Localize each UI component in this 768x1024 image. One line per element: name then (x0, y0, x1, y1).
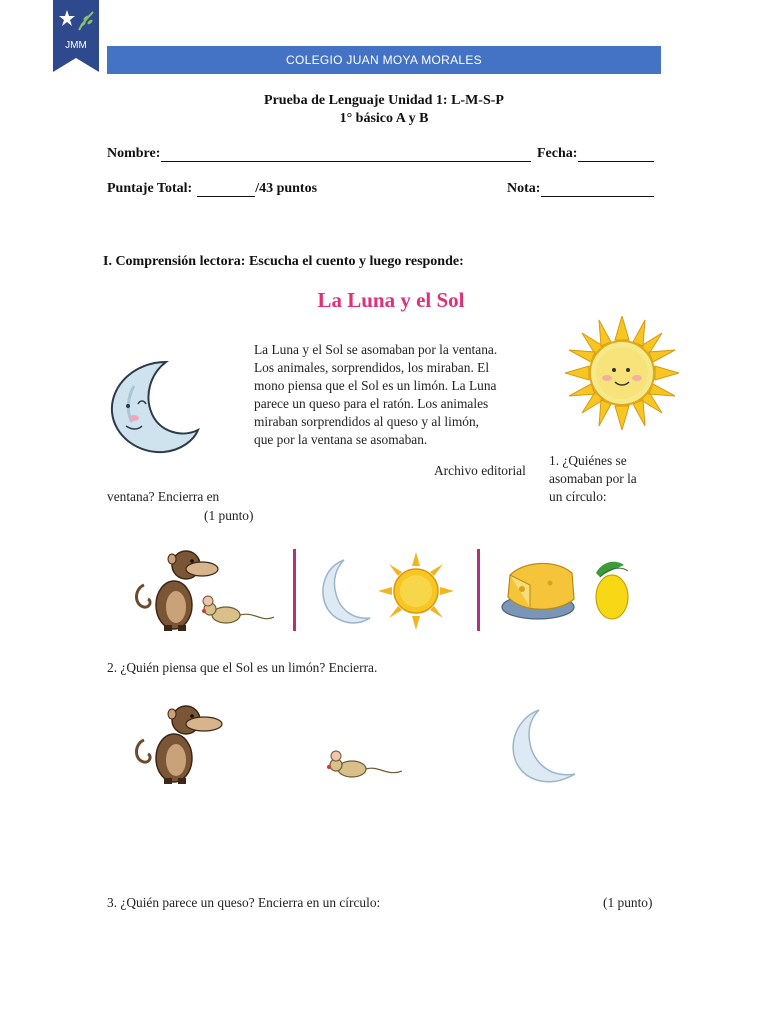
grade-line[interactable] (541, 184, 654, 197)
question-1-line: 1. ¿Quiénes se (549, 453, 627, 468)
story-source: Archivo editorial (434, 463, 526, 478)
score-field (107, 181, 317, 197)
grade-field (507, 181, 654, 197)
score-label: Puntaje Total: (107, 181, 193, 196)
crescent-moon-icon (513, 710, 575, 782)
school-logo (53, 0, 99, 72)
story-line: Los animales, sorprendidos, los miraban. El (254, 360, 490, 375)
name-label: Nombre: (107, 146, 161, 161)
option-moon[interactable] (505, 706, 581, 788)
option-moon-sun[interactable] (316, 552, 456, 632)
lemon-icon (596, 562, 628, 619)
question-1-right (549, 452, 637, 506)
option-mouse[interactable] (320, 745, 406, 785)
name-field (107, 146, 531, 162)
question-3: 3. ¿Quién parece un queso? Encierra en un círculo: (107, 895, 381, 910)
question-3-points: (1 punto) (603, 895, 653, 910)
story-line: parece un queso para el ratón. Los animales (254, 396, 489, 411)
question-2: 2. ¿Quién piensa que el Sol es un limón? Encierra. (107, 660, 378, 675)
question-1-line: asomaban por la (549, 471, 637, 486)
story-line: que por la ventana se asomaban. (254, 432, 428, 447)
monkey-icon (137, 706, 223, 784)
story-line: mono piensa que el Sol es un limón. La Luna (254, 378, 497, 393)
grade-label: Nota: (507, 181, 541, 196)
option-monkey[interactable] (130, 700, 226, 790)
school-name: COLEGIO JUAN MOYA MORALES (286, 53, 482, 67)
score-line[interactable] (197, 184, 255, 197)
option-divider (477, 549, 480, 631)
exam-title: Prueba de Lenguaje Unidad 1: L-M-S-P (264, 93, 504, 108)
story-line: miraban sorprendidos al queso y al limón, (254, 414, 479, 429)
logo-text: JMM (65, 40, 87, 51)
cheese-icon (502, 563, 574, 619)
monkey-icon (137, 551, 219, 631)
crescent-moon-icon (104, 356, 200, 456)
story-line: La Luna y el Sol se asomaban por la ventana. (254, 342, 498, 357)
question-1-fragment: ventana? Encierra en (107, 489, 220, 504)
option-divider (293, 549, 296, 631)
school-banner (107, 46, 661, 74)
date-line[interactable] (578, 149, 654, 162)
crescent-moon-icon (323, 560, 370, 623)
option-monkey-mouse[interactable] (130, 545, 280, 635)
question-1-points: (1 punto) (204, 508, 254, 523)
smiling-sun-icon (565, 316, 679, 430)
score-suffix: /43 puntos (255, 181, 318, 196)
question-1-line: un círculo: (549, 489, 607, 504)
section-heading: I. Comprensión lectora: Escucha el cuento y luego responde: (103, 254, 464, 269)
date-field (537, 146, 654, 162)
exam-grade: 1° básico A y B (339, 111, 429, 126)
story-text (254, 341, 539, 449)
mouse-icon (202, 596, 274, 623)
smiling-sun-icon (378, 552, 454, 630)
option-cheese-lemon[interactable] (500, 555, 635, 625)
date-label: Fecha: (537, 146, 578, 161)
story-title: La Luna y el Sol (317, 288, 465, 312)
mouse-icon (327, 751, 402, 777)
name-line[interactable] (161, 149, 531, 162)
